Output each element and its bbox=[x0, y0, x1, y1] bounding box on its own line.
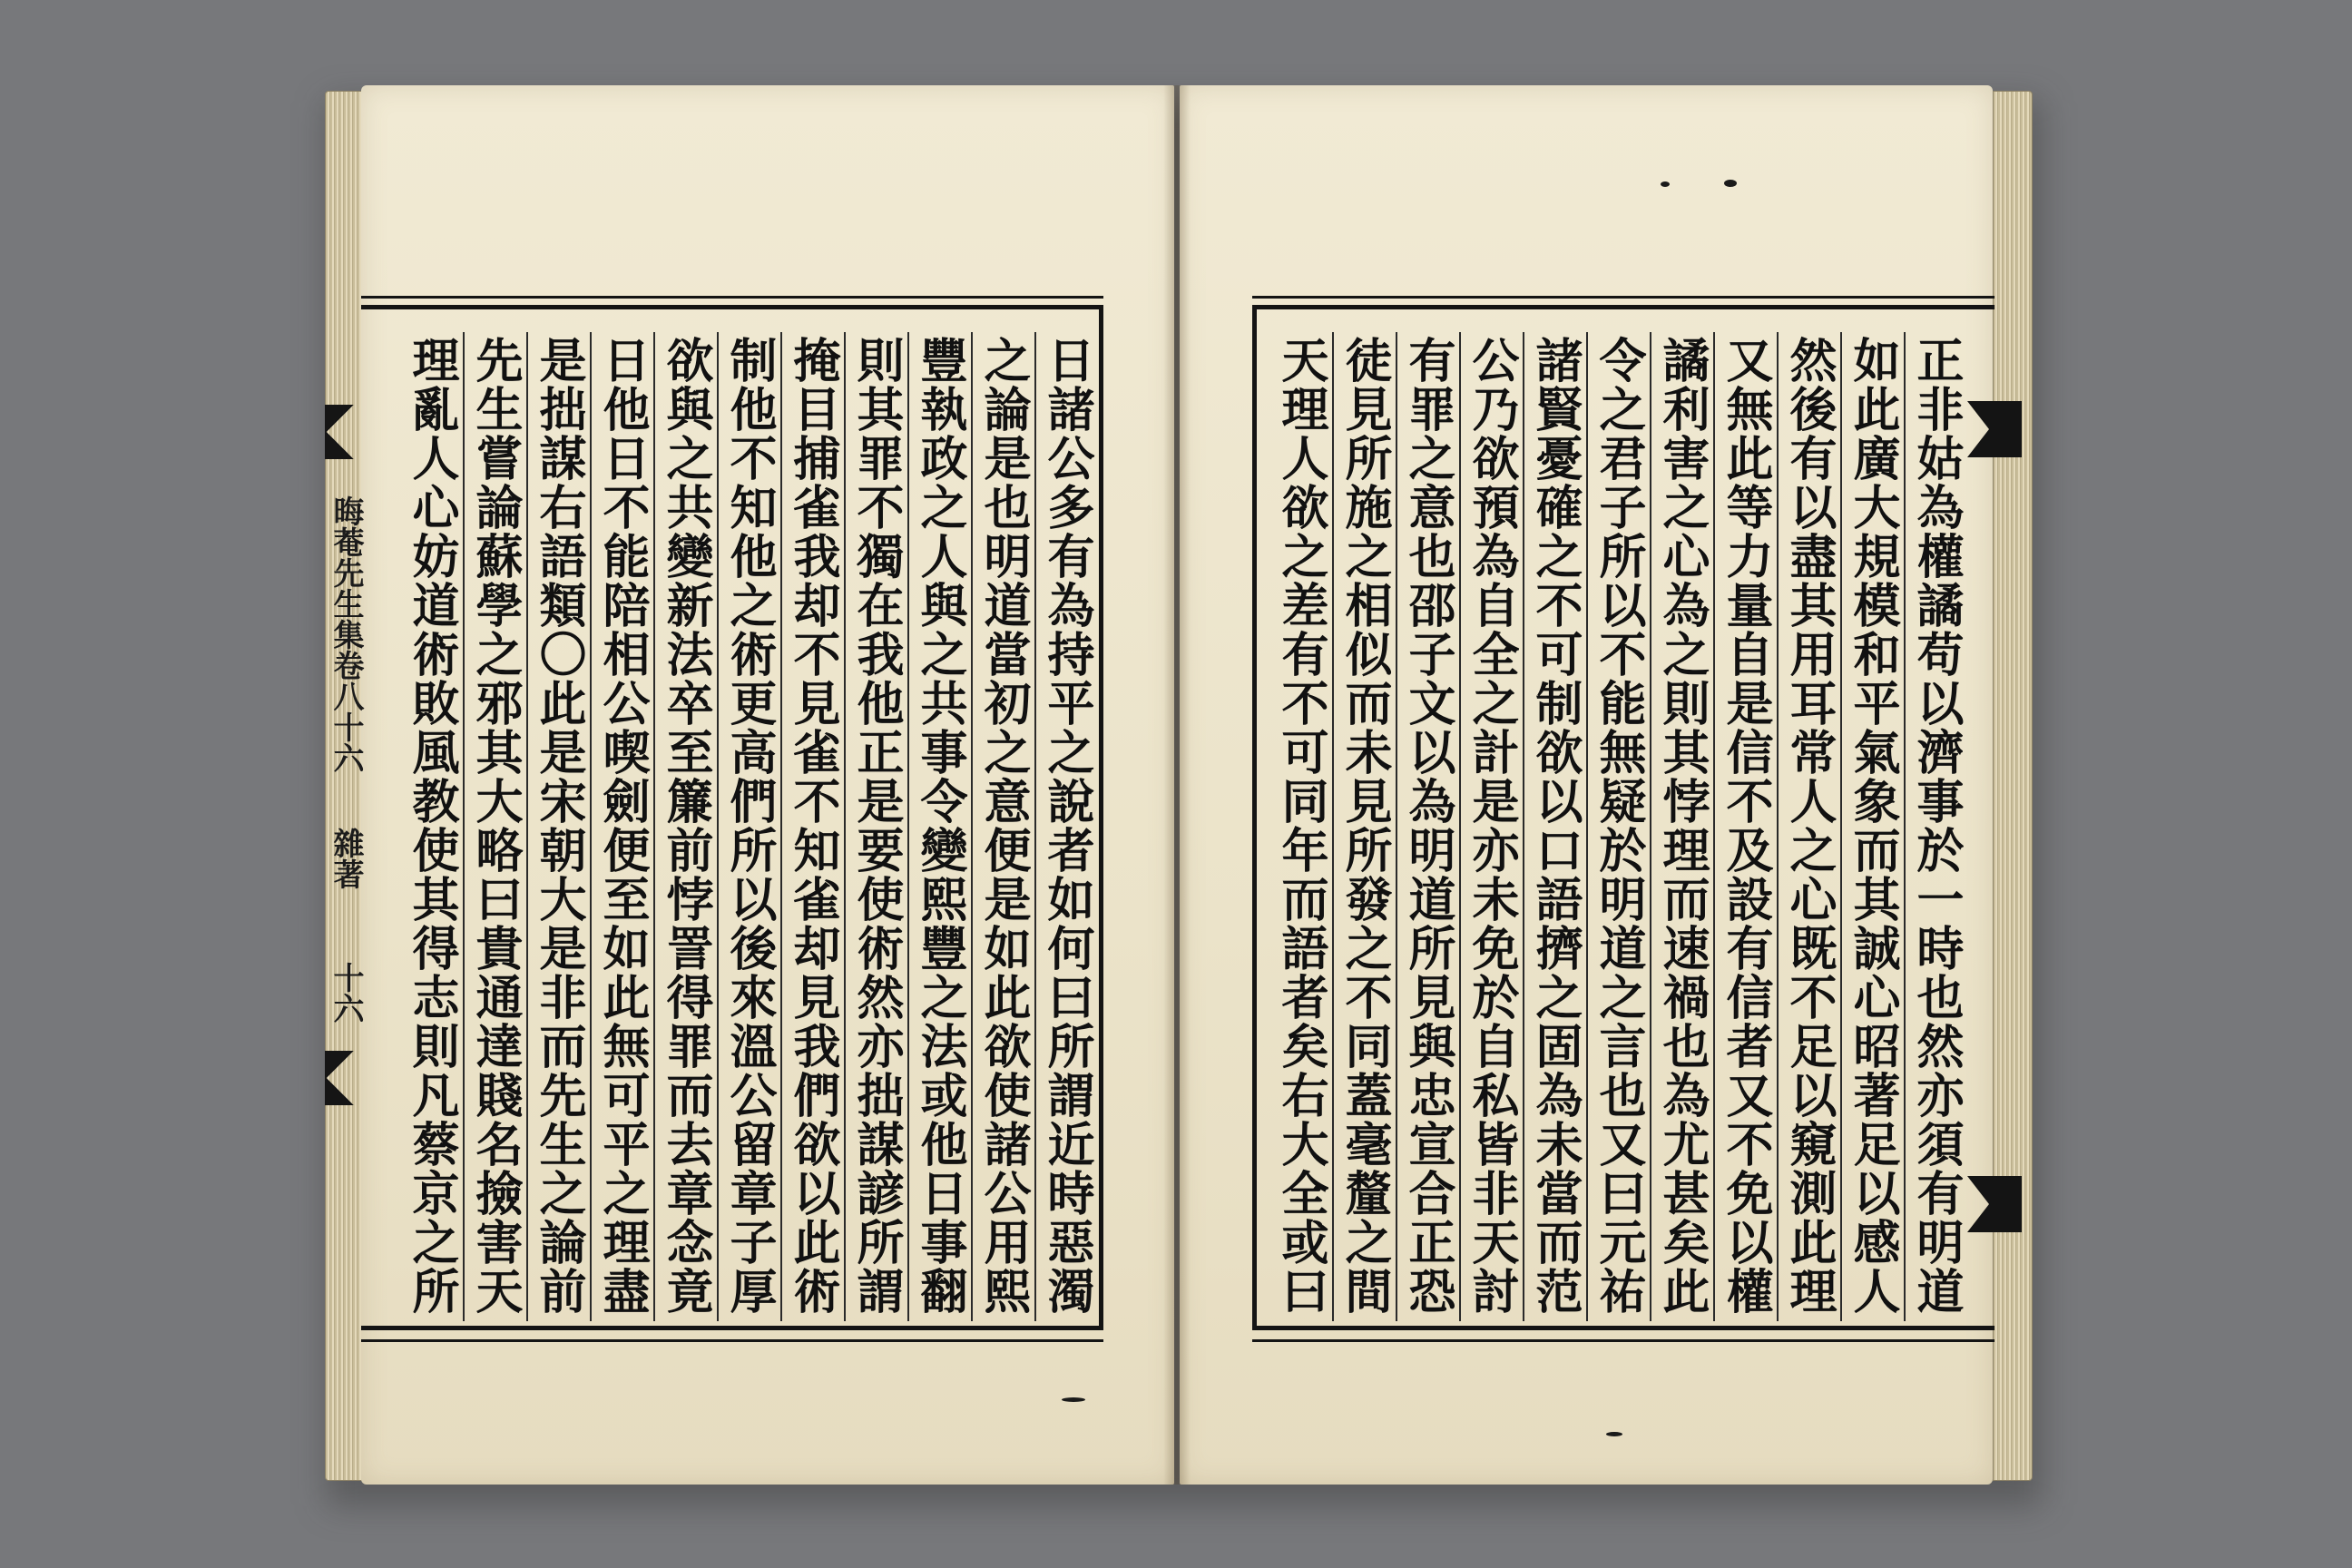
ink-speck bbox=[1606, 1432, 1622, 1436]
text-column: 欲與之共變新法卒至簾前悖詈得罪而去章念竟 bbox=[653, 332, 717, 1321]
text-column: 又無此等力量自是信不及設有信者又不免以權 bbox=[1713, 332, 1777, 1321]
text-column: 如此廣大規模和平氣象而其誠心昭著足以感人 bbox=[1840, 332, 1904, 1321]
category-label: 雜著 bbox=[328, 828, 364, 889]
text-column: 正非姑為權譎苟以濟事於一時也然亦須有明道 bbox=[1904, 332, 1967, 1321]
text-column: 令之君子所以不能無疑於明道之言也又曰元祐 bbox=[1586, 332, 1650, 1321]
text-column: 是拙謀右語類〇此是宋朝大是非而先生之論前 bbox=[526, 332, 590, 1321]
text-column: 徒見所施之相似而未見所發之不同蓋毫釐之間 bbox=[1332, 332, 1396, 1321]
text-column: 日他日不能陪相公喫劍便至如此無可平之理盡 bbox=[590, 332, 653, 1321]
text-column: 有罪之意也邵子文以為明道所見與忠宣合正恐 bbox=[1396, 332, 1459, 1321]
text-column: 譎利害之心為之則其悖理而速禍也為尤甚矣此 bbox=[1650, 332, 1713, 1321]
ink-speck bbox=[1724, 180, 1737, 187]
text-column: 理亂人心妨道術敗風教使其得志則凡蔡京之所 bbox=[404, 336, 459, 1316]
text-column: 諸賢憂確之不可制欲以口語擠之固為未當而范 bbox=[1523, 332, 1586, 1321]
text-column: 掩目捕雀我却不見雀不知雀却見我們欲以此術 bbox=[780, 332, 844, 1321]
text-column: 豐執政之人與之共事令變熙豐之法或他日事翻 bbox=[907, 332, 971, 1321]
left-bottom-rule bbox=[361, 1339, 1103, 1342]
page-number: 十六 bbox=[328, 962, 364, 1024]
text-column: 則其罪不獨在我他正是要使術然亦拙謀諺所謂 bbox=[844, 332, 907, 1321]
text-column: 日諸公多有為持平之說者如何曰所謂近時惡濁 bbox=[1034, 332, 1098, 1321]
text-column: 先生嘗論蘇學之邪其大略曰貴通達賤名撿害天 bbox=[463, 332, 526, 1321]
left-page-margin bbox=[325, 305, 367, 1330]
right-page-edges bbox=[1993, 91, 2033, 1481]
text-column: 制他不知他之術更高們所以後來溫公留章子厚 bbox=[717, 332, 780, 1321]
lower-fishtail-icon bbox=[325, 1051, 367, 1105]
text-column: 天理人欲之差有不可同年而語者矣右大全或曰 bbox=[1273, 336, 1328, 1316]
upper-fishtail-icon bbox=[325, 405, 367, 459]
collection-title: 晦菴先生集卷八十六 bbox=[328, 495, 364, 773]
left-text-columns bbox=[399, 332, 1098, 1321]
left-top-rule bbox=[361, 296, 1103, 299]
right-top-rule bbox=[1252, 296, 1994, 299]
ink-speck bbox=[1062, 1397, 1085, 1402]
text-column: 之論是也明道當初之意便是如此欲使諸公用熙 bbox=[971, 332, 1034, 1321]
ink-speck bbox=[1661, 181, 1670, 187]
right-bottom-rule bbox=[1252, 1339, 1994, 1342]
text-column: 公乃欲預為自全之計是亦未免於自私皆非天討 bbox=[1459, 332, 1523, 1321]
book-gutter bbox=[1163, 85, 1191, 1485]
text-column: 然後有以盡其用耳常人之心既不足以窺測此理 bbox=[1777, 332, 1840, 1321]
right-text-columns bbox=[1259, 332, 1967, 1321]
